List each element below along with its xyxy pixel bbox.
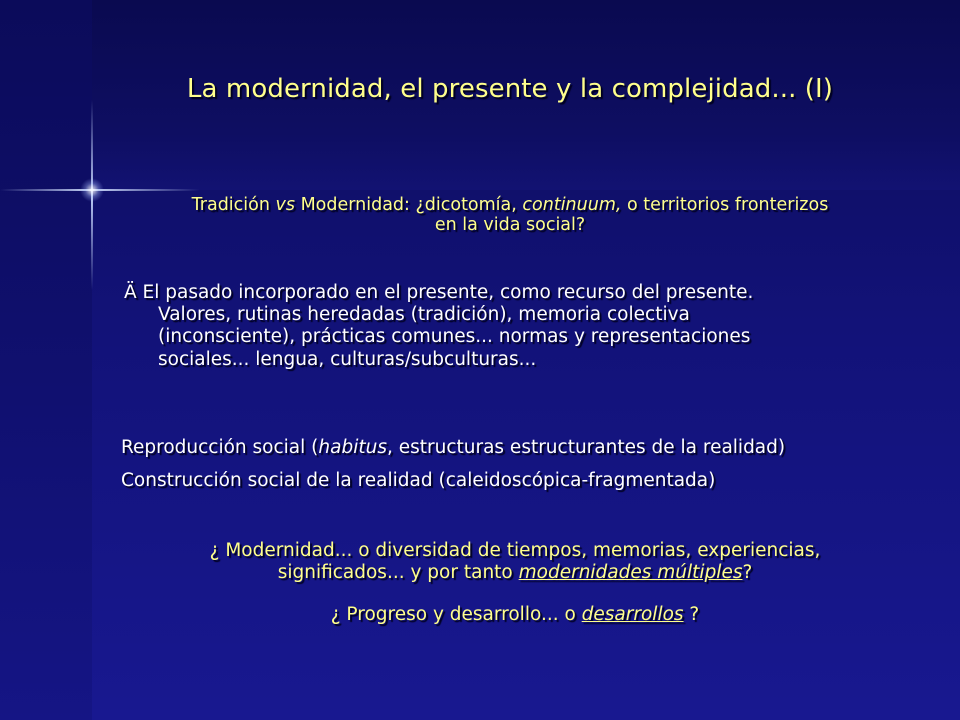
p1-text-f: en la vida social? (434, 215, 586, 236)
p2-line3: (inconsciente), prácticas comunes... normas y representaciones (158, 326, 751, 348)
q2-text-c: ? (683, 604, 700, 625)
p1-text-a: Tradición (191, 195, 276, 215)
p3-text-c: , estructuras estructurantes de la realidad) (386, 437, 786, 458)
p3-text-habitus: habitus (318, 437, 387, 458)
p3-text-a: Reproducción social ( (121, 437, 319, 458)
q1-text-a: ¿ Modernidad... o diversidad de tiempos, memorias, experiencias, (209, 540, 821, 561)
p1-text-vs: vs (275, 195, 295, 215)
q1-text-d: ? (742, 562, 753, 584)
p2-line1: El pasado incorporado en el presente, como recurso del presente. (136, 282, 754, 303)
q1-text-b: significados... y por tanto (277, 562, 519, 584)
question-progreso (120, 604, 910, 626)
p1-text-e: o territorios fronterizos (621, 195, 829, 215)
question-modernidad (120, 540, 910, 584)
bullet-paragraph-pasado (124, 282, 884, 371)
bullet-arrow-icon: Ä (124, 282, 137, 303)
p2-line2: Valores, rutinas heredadas (tradición), memoria colectiva (158, 304, 690, 326)
paragraph-reproduccion (121, 437, 911, 459)
paragraph-tradicion (118, 195, 902, 236)
q1-text-modernidades: modernidades múltiples (518, 562, 743, 584)
left-band (0, 0, 92, 720)
p2-line4: sociales... lengua, culturas/subculturas... (158, 348, 537, 370)
star-flare-icon (80, 178, 104, 202)
q2-text-desarrollos: desarrollos (581, 604, 684, 625)
p1-text-c: Modernidad: ¿dicotomía, (295, 195, 523, 215)
q2-text-a: ¿ Progreso y desarrollo... o (330, 604, 582, 625)
paragraph-construccion: Construcción social de la realidad (caleidoscópica-fragmentada) (121, 470, 716, 491)
p1-text-continuum: continuum, (522, 195, 622, 215)
slide-title: La modernidad, el presente y la complejidad... (I) (186, 74, 834, 104)
